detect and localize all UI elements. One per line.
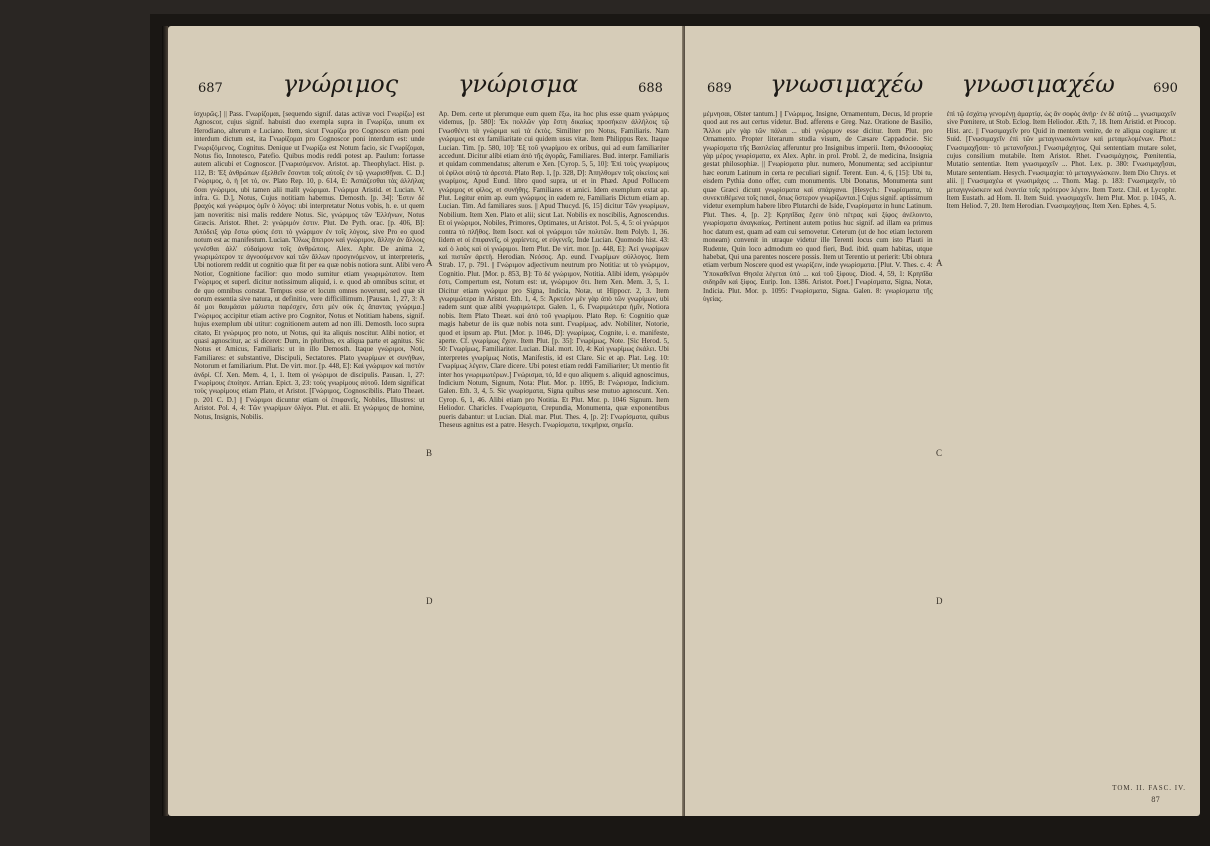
section-marker-d-right: D xyxy=(936,596,943,606)
left-page-header xyxy=(168,70,693,110)
right-column-2 xyxy=(947,110,1177,792)
left-column-1 xyxy=(194,110,425,792)
section-marker-c-right: C xyxy=(936,448,943,458)
left-headword-left: γνώριμος xyxy=(282,70,399,98)
left-column-2-text: Ap. Dem. certe ut plerumque eum quem ἔξω, ita hoc plus esse quam γνώριμος videmus, [p. 580]: Ἐκ πολλῶν γὰρ ἔστη δικαίως προσήκειν ἀλλήλοις τῷ Γνωσθέντι τὰ γνώριμα καὶ τὰ ἐκτὸς. Similiter pro Notus, Familiaris. Nam γνώριμος est ex familiaritate cui quidem usus vitæ. Item Philippus Rex. Itaque Lucian. Tim. [p. 580, 10]: Ἐξ τοῦ γνωρίμου ex oribus, qui ad eum familiariter accedunt. Dicitur alibi etiam ἀπὸ τῆς ἀγορᾶς, Familiares. Bud. interpr. Familiaris et quidam commendatus; alterum e Xen. [Cyrop. 5, 5, 10]: Ἐπὶ τοὺς γνωρίμους οἱ ἐφίλοι αὐτῷ τὰ ἀρεστά. Plato Rep. 1, [p. 328, D]: Ἀπηλθομεν τοῖς οἰκείοις καὶ γνωρίμοις, Apud Eund. libro quod supra, ut et in Phæd. Apud Pollucem γνώριμος et φίλος, et συνήθης. Familiares et amici. Idem exemplum extat ap. Plut. Legitur enim ap. eum γνώριμος in eadem re, Familiaris Dictum etiam ap. Lucian. Tim. Ad familiares suos. || Apud Thucyd. [6, 15] dicitur Τῶν γνωρίμων, Nobilium. Item Xen. Plato et alii; sicut Lat. Nobilis ex noscibilis, Agnoscendus. Et οἱ γνώριμοι, Nobiles, Primores, Optimates, ut Aristot. Pol. 5, 4, 5: οἱ γνώριμοι contra τὸ πλῆθος. Item Isocr. καὶ οἱ γνώριμοι τῶν πολιτῶν. Item Polyb. 1, 36. Iidem et οἱ ἐπιφανεῖς, οἱ χαρίεντες, et εὐγενεῖς. Inde Lucian. Quomodo hist. 43: καὶ ὁ λαὸς καὶ οἱ γνώριμοι. Item Plut. De virt. mor. [p. 448, E]: Ἀεὶ γνωρίμων καὶ πιστῶν ἀρετὴ. Herodian. Νεόσος. Ap. eund. Γνωρίμων σύλλογος. Item Strab. 17, p. 791. || Γνώριμον adjectivum neutrum pro Notitia: ut τὸ γνώριμον, Cognitio. Plut. [Mor. p. 853, B]: Τὸ δὲ γνώριμον, Notitia. Alibi idem, γνώριμόν ἐστι, Compertum est, Notum est: ut, γνώριμον ὅτι. Item Xen. Mem. 3, 5, 1. Dicitur etiam γνώριμα pro Signa, Indicia, Notæ, ut Hippocr. 2, 3. Item γνωριμώτερα in Aristot. Eth. 1, 4, 5: Ἀρκτέον μὲν γὰρ ἀπὸ τῶν γνωρίμων, ubi eadem sunt quæ alibi γνωριμώτερα. Galen. 1, 6. Γνωριμώτερα ἡμῖν, Notiora nobis. Item Plato Theæt. καὶ ἀπὸ τοῦ γνωρίμου. Plato Rep. 6: Cognitio quæ magis habetur de iis quæ nobis nota sunt. Γνωρίμως, adv. Nobiliter, Notorie, quod et ipsum ap. Plut. [Mor. p. 1046, D]: γνωρίμως, Cognite, i. e. manifeste, aperte. Cf. γνωρίμως ἔχειν. Item Plut. [p. 35]: Γνωρίμως, Note. [Sic Herod. 5, 50: Γνωρίμως, Familiariter. Lucian. Dial. mort. 10, 4: Καὶ γνωρίμως ἐκάλει. Ubi interpretes γνωρίμως Notis, Manifestis, id est Clare. Sic et ap. Plat. Leg. 10: Γνωρίμως λέγειν, Clare dicere. Ubi potest etiam reddi Familiariter; Ut mentio fit inter hos γνωριμωτέρων.] Γνώρισμα, τό, Id e quo aliquem s. aliquid agnoscimus, Indicium Notum, Signum, Nota: Plut. Mor. p. 1095, B: Γνώρισμα, Indicium. Galen. Eth. 3, 4, 5. Sic γνωρίσματα, Signa quibus sese mutuo agnoscunt. Xen. Cyrop. 6, 1, 46. Alibi etiam pro Notitia. Et Plut. Mor. p. 1046 Signum. Item Heliodor. Charicles. Γνωρίσματα, Crepundia, Monumenta, quæ exponentibus pueris dabantur: ut Lucian. Dial. mar. Plut. Thes. 4, [p. 2]: Γνωρίσματα, quibus Theseus agnitus est a patre. Hesych. Γνωρίσματα, τεκμήρια, σημεῖα. xyxy=(438,110,669,430)
right-page-header xyxy=(685,70,1200,110)
signature-mark: 87 xyxy=(1151,796,1160,804)
left-column-2 xyxy=(439,110,670,792)
section-marker-a-left: A xyxy=(426,258,433,268)
right-page-number-right: 690 xyxy=(1153,81,1178,96)
left-page-number-right: 688 xyxy=(638,81,663,96)
left-page xyxy=(168,26,693,816)
page-footer-signature-line: TOM. II. FASC. IV. xyxy=(1112,784,1186,792)
right-headword-right: γνωσιμαχέω xyxy=(961,70,1115,98)
left-column-1-text: ίσχυρῶς.] || Pass. Γνωρίζομαι, [sequendo signif. datas activæ voci Γνωρίζω] est Agnoscor, cujus signif. habuisti duo exempla supra in Γνωρίζω, unum ex Herodiano, alterum e Luciano. Item, sicut Γνωρίζω pro Cognosco etiam poni interdum dictum est, ita Γνωρίζομαι pro Cognoscor poni interdum est: unde Γνωριζόμενος, Cognitus. Denique ut Γνωρίζω est Notum facio, sic Γνωρίζομαι, Notus fio, Innotesco, Patefio. Quibus modis reddi potest ap. Paulum: fortasse autem alicubi et Cognoscor. [Γνωρισόμενον. Aristot. ap. Theophylact. Hist. p. 112, B: Ἐξ ἀνθρώπων ἐξελθεῖν ἔσονται τοῖς αὐτοῖς ἐν τῷ γνωρισθῆναι. C. D.] Γνώριμος, ὁ, ἡ [et τό, ον. Plato Rep. 10, p. 614, E: Ἀσπάζεσθαι τὰς ἀλλήλας ὅσαι γνώριμοι, ubi tamen alii malit γνώριμαι. Γνώριμα Aristid. et Lucian. V. infra. G. D.], Notus, Cujus notitiam habemus. Demosth. [p. 34]: Ἐστιν δὲ βραχὺς καὶ γνώριμος ὁμῖν ὁ λόγος: ubi interpretatur Notus vobis, h. e. ut quem jam noveritis: nisi malis reddere Notus. Sic, γνώριμος τῶν Ἑλλήνων, Notus Græcis. Aristot. Rhet. 2: γνώριμόν ἐστιν. Plut. De Pyth. orac. [p. 406, B]: Ἀπόδειξ γὰρ ἔστω φύσις ἐστι τὸ γνώριμον ἐν τοῖς λόγοις, sive Pro eo quod notum est ac manifestum. Lucian. Ὅλως ἄπειρον καὶ γνώριμον, ἄλλην ἀν ἄλλοις γενέσθαι ἀλλ' εὐδαίμονα τοῖς ἀνθρώποις. Alex. Aphr. De anima 2, γνωριμώτερον τε ἀγνοούμενον καὶ τῶν ἄλλων προσγινόμενον, ut interpreteris, Ubi notiorem reddit ut cognitio quæ fit per ea quæ nobis notiora sunt. Alibi vero Notior, Cognitione facilior: quo modo sumitur etiam γνωριμώτατον. Item Γνώριμος et superl. dicitur notissimum aliquid, i. e. quod ab omnibus scitur, et de quo omnibus constat. Tempus esse et locum omnes noverunt, sed quæ sit eorum essentia sive natura, ut definitio, vere difficillimum. [Pausan. 1, 27, 3: Ἀ δὲ μοι θαυμάσαι μάλιστα παρέσχεν, ἔστι μὲν οὐκ ἐς ἅπαντας γνώριμα.] Γνώριμος accipitur etiam active pro Cognitor, Notus et Notitiam habens, signif. hujus exemplum ubi utitur: cognitionem autem ad non illi. Demosth. loco supra citato, Et γνώριμος pro noto, ut Notus, qui ita aliquis noscitur. Alibi notior, et quasi agnoscitur, ac si diceret: Dum, in pluribus, ex aliqua parte et agnitus. Sic Notus et Amicus, Familiaris: ut in illo Demosth. Itaque γνώριμοι, Noti, Familiares: et substantive, Discipuli, Sectatores. Plato γνωρίμων et συνήθων, Notorum et familiarium. Plut. De virt. mor. [p. 448, E]: Καὶ γνώριμον καὶ πιστὸν ἀνδρί. Cf. Xen. Mem. 4, 1, 1. Item οἱ γνώριμοι de discipulis. Pausan. 1, 27: Γνωρίμους ἐποίησε. Arrian. Epict. 3, 23: τοὺς γνωρίμους αὐτοῦ. Idem significat τοὺς γνωρίμους etiam Plato, et Aristot. [Γνώριμος, Cognoscibilis. Plato Theaet. p. 201 C. D.] || Γνώριμοι dicuntur etiam οἱ ἐπιφανεῖς, Nobiles, Illustres: ut Aristot. Pol. 4, 4: Τῶν γνωρίμων ὀλίγοι. Plut. et alii. Et γνώριμος de homine, Notus, Insignis, Nobilis. xyxy=(194,110,425,421)
right-headword-left: γνωσιμαχέω xyxy=(770,70,924,98)
right-column-1 xyxy=(703,110,933,792)
left-page-number: 687 xyxy=(198,81,223,96)
left-headword-right: γνώρισμα xyxy=(458,70,579,98)
right-column-2-text: ἐπὶ τῷ ἐσχάτῳ γενομένῃ ἀμαρτίᾳ, ὡς ἂν σοφὸς ἀνήρ· ἐν δὲ αὐτῷ ... γνωσιμαχεῖν sive Pœnitere, ut Stob. Eclog. Item Heliodor. Æth. 7, 18. Item Aristid. et Procop. Hist. arc. || Γνωσιμαχεῖν pro Quid in mentem venire, de re aliqua cogitare: ut Suid. [Γνωσιμαχεῖν ἐπὶ τῶν μεταγινωσκόντων καὶ μεταμελομένων. Phot.: Γνωσιμαχῆσαι· τὸ μετανοῆσαι.] Γνωσιμάχητος, Qui sententiam mutare solet, cujus consilium mutabile. Item Aristot. Rhet. Γνωσιμάχησις, Pœnitentia, Mutatio sententiæ. Item γνωσιμαχεῖν ... Phot. Lex. p. 380: Γνωσιμαχῆσαι, Mutare sententiam. Hesych. Γνωσιμαχία: τὸ μεταγιγνώσκειν. Item Dio Chrys. et alii. || Γνωσιμαχέω et γνωσιμάχος ... Thom. Mag. p. 183: Γνωσιμαχεῖν, τὸ μεταγιγνώσκειν καὶ ἐναντία τοῖς πρότερον λέγειν. Item Tzetz. Chil. et Lycophr. Item Eustath. ad Hom. Il. Item Suid. γνωσιμαχεῖν. Item Plut. Mor. p. 1045, A. Item Heliod. 7, 20. Item Herodian. Γνωσιμαχήσας. Item Xen. Ephes. 4, 5. xyxy=(946,110,1176,211)
section-marker-a-right: A xyxy=(936,258,943,268)
section-marker-b-left: B xyxy=(426,448,433,458)
right-column-1-text: μέμνησαι, Olster tantum.] || Γνώριμος, Insigne, Ornamentum, Decus, Id proprie quod aut res aut certus videtur. Bud. afferens e Greg. Naz. Oratione de Basilio, Ἄλλοι μὲν γὰρ τῶν πάλαι ... ubi γνώριμον esse dicitur. Item Plut. pro Ornamento. Propter literarum studia visum, de Cæsare Cappadocie. Sic γνωρίσματα τῆς Βασιλείας afferuntur pro Insignibus imperii. Item, Φιλοσοφίας γὰρ μέρος γνωρίσματα, ex Alex. Aphr. in prol. Probl. 2, de medicina, Insignia gestat philosophiæ. || Γνωρίσματα plur. numero, Monumenta; sed accipiuntur hæc eorum Latinum in certa re peculiari signif. Terent. Eun. 4, 6, [15]: Ubi tu, eisdem Pythia dono offer, cum monumentis. Ubi Donatus, Monumenta sunt quae Græci dicunt γνωρίσματα καὶ σπάργανα. [Hesych.: Γνωρίσματα, τὰ συνεκτιθέμενα τοῖς παισὶ, ὅπως ὕστερον γνωρίζωνται.] Cujus signif. aptissimum videtur exemplum habere libro Plutarchi de Iside, Γνωρίσματα in hunc Latinum. Plut. Thes. 4, [p. 2]: Κρηπῖδας ἔχειν ὑπὸ πέτρας καὶ ξίφος ἀνέλοιντο, γνωρίσματα ἀναγκαίως. Pertinent autem potius huc signif. ad illam ea primus hoc datum est, quam ad eam cui semovetur. Ceterum (ut de hoc etiam lectorem moneam) convenit in utraque videtur ille Terenti locus cum isto Plauti in Rudente, Quin loco admodum eo quod fieri, Bud. ibid. quam habitas, utque habebat, Qui una parentes noscere possis. Item ut Terentio ut perierit: Ubi obtura etiam verbum Noscere quod est γνωρίζειν, inde γνωρίσματα. [Plut. V. Thes. c. 4: Ὑποκαθεῖναι Θησέα λέγεται ὑπὸ ... καὶ τοῦ ξίφους. Diod. 4, 59, 1: Κρηπῖδα σιδηρᾶν καὶ ξίφος. Eurip. Ion. 1386. Aristot. Poet.] Γνωρίσματα, Signa, Notæ, Indicia. Plut. Mor. p. 1095: Γνωρίσματα, Signa. Galen. 8: γνωρίσματα τῆς ὑγείας. xyxy=(703,110,933,303)
right-page-number: 689 xyxy=(707,81,732,96)
right-page xyxy=(685,26,1200,816)
section-marker-d-left: D xyxy=(426,596,433,606)
